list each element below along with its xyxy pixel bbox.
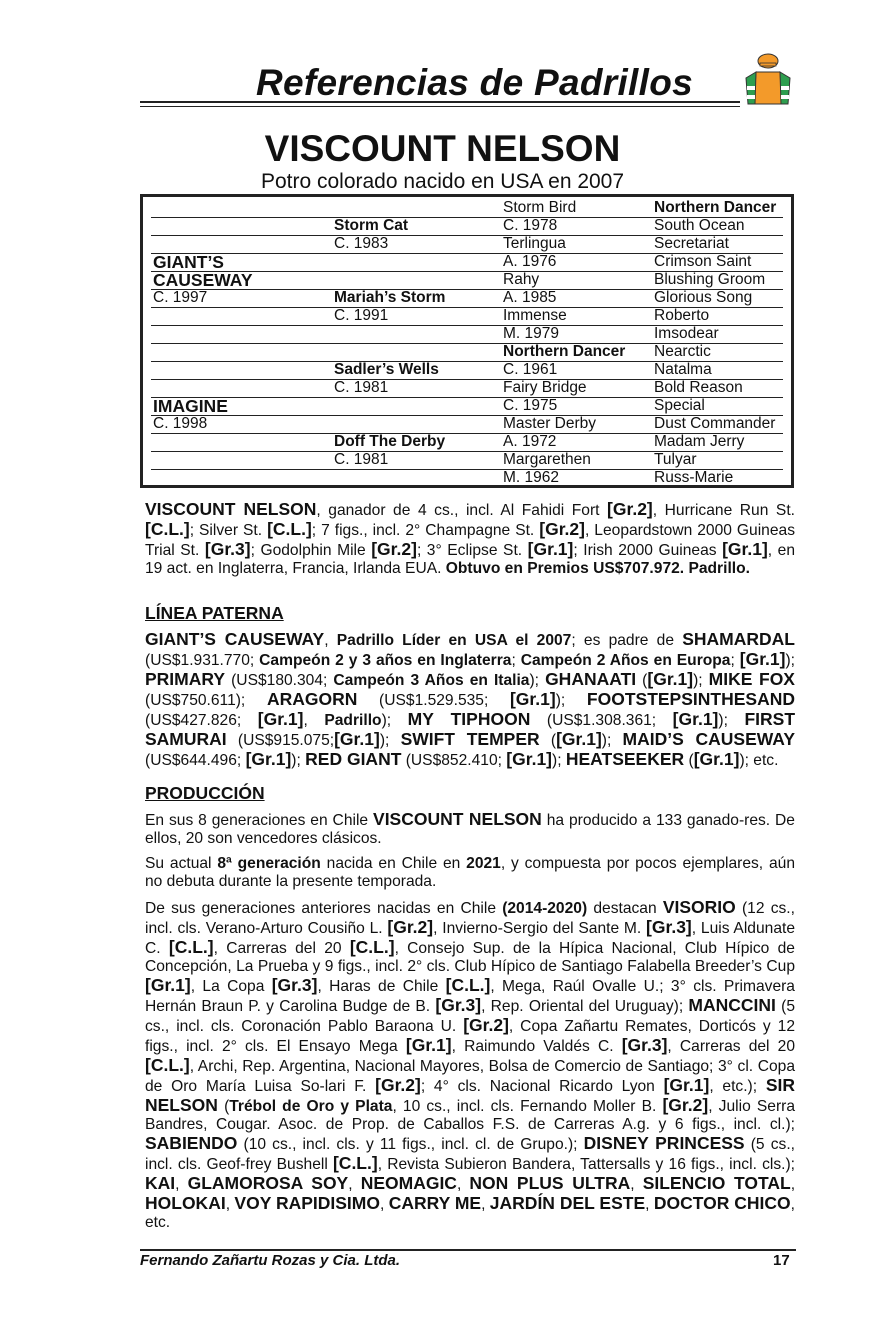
produccion-paragraph-2: Su actual 8ª generación nacida en Chile en 2021, y compuesta por pocos ejemplares, aún no debuta durante la presente temporada. [145,855,795,890]
pedigree-row [151,397,783,416]
pedigree-row [151,271,783,290]
pedigree-row [151,199,783,218]
pedigree-row [151,433,783,452]
pedigree-cell: Russ-Marie [654,469,734,486]
pedigree-cell: Special [654,397,705,414]
pedigree-row [151,469,783,488]
pedigree-cell: Master Derby [503,415,597,432]
pedigree-cell: C. 1997 [153,289,208,306]
pedigree-cell: Glorious Song [654,289,753,306]
pedigree-row [151,451,783,470]
pedigree-cell: Imsodear [654,325,719,342]
pedigree-cell: A. 1985 [503,289,557,306]
pedigree-cell: Madam Jerry [654,433,745,450]
pedigree-cell: C. 1991 [334,307,389,324]
pedigree-cell: Nearctic [654,343,711,360]
pedigree-cell: Storm Bird [503,199,577,216]
pedigree-row [151,289,783,308]
produccion-paragraph-3: De sus generaciones anteriores nacidas en Chile (2014-2020) destacan VISORIO (12 cs., incl. cls. Verano-Arturo Cousiño L. [Gr.2], Invierno-Sergio del Sante M. [Gr.3], Luis Aldunate C. [C.L.], Carreras del 20 [C.L.], Consejo Sup. de la Hípica Nacional, Club Hípico de Concepción, La Prueba y 9 figs., incl. 2° cls. Club Hípico de Santiago Falabella Breeder’s Cup [Gr.1], La Copa [Gr.3], Haras de Chile [C.L.], Mega, Raúl Ovalle U.; 3° cls. Primavera Hernán Braun P. y Carolina Budge de B. [Gr.3], Rep. Oriental del Uruguay); MANCCINI (5 cs., incl. cls. Coronación Pablo Baraona U. [Gr.2], Copa Zañartu Remates, Dorticós y 12 figs., incl. 2° cls. El Ensayo Mega [Gr.1], Raimundo Valdés C. [Gr.3], Carreras del 20 [C.L.], Archi, Rep. Argentina, Nacional Mayores, Bolsa de Comercio de Santiago; 3° cl. Copa de Oro María Luisa So-lari F. [Gr.2]; 4° cls. Nacional Ricardo Lyon [Gr.1], etc.); SIR NELSON (Trébol de Oro y Plata, 10 cs., incl. cls. Fernando Moller B. [Gr.2], Julio Serra Bandres, Cougar. Asoc. de Prop. de Caballos F.S. de Carreras A.g. y 6 figs., incl. cl.); SABIENDO (10 cs., incl. cls. y 11 figs., incl. cl. de Grupo.); DISNEY PRINCESS (5 cs., incl. cls. Geof-frey Bushell [C.L.], Revista Subieron Bandera, Tattersalls y 16 figs., incl. cls.); KAI, GLAMOROSA SOY, NEOMAGIC, NON PLUS ULTRA, SILENCIO TOTAL, HOLOKAI, VOY RAPIDISIMO, CARRY ME, JARDÍN DEL ESTE, DOCTOR CHICO, etc. [145,897,796,1231]
footer-company: Fernando Zañartu Rozas y Cia. Ltda. [140,1252,401,1269]
pedigree-cell: Mariah’s Storm [334,289,446,306]
pedigree-cell: Storm Cat [334,217,409,234]
pedigree-cell: Crimson Saint [654,253,752,270]
section-heading-linea-paterna: LÍNEA PATERNA [145,603,284,623]
pedigree-cell: A. 1976 [503,253,557,270]
pedigree-cell: C. 1961 [503,361,558,378]
pedigree-cell: Northern Dancer [654,199,777,216]
pedigree-cell: Blushing Groom [654,271,766,288]
pedigree-table [140,194,794,488]
pedigree-cell: Sadler’s Wells [334,361,439,378]
pedigree-cell: Immense [503,307,567,324]
pedigree-row [151,343,783,362]
pedigree-cell: A. 1972 [503,433,557,450]
pedigree-cell: C. 1981 [334,379,389,396]
pedigree-cell: C. 1998 [153,415,208,432]
pedigree-cell: Doff The Derby [334,433,446,450]
pedigree-cell: Bold Reason [654,379,743,396]
produccion-paragraph-1: En sus 8 generaciones en Chile VISCOUNT NELSON ha producido a 133 ganado-res. De ellos, 20 son vencedores clásicos. [145,809,795,847]
pedigree-cell: C. 1981 [334,451,389,468]
intro-paragraph: VISCOUNT NELSON, ganador de 4 cs., incl. Al Fahidi Fort [Gr.2], Hurricane Run St. [C.L.]; Silver St. [C.L.]; 7 figs., incl. 2° Champagne St. [Gr.2], Leopardstown 2000 Guineas Trial St. [Gr.3]; Godolphin Mile [Gr.2]; 3° Eclipse St. [Gr.1]; Irish 2000 Guineas [Gr.1], en 19 act. en Inglaterra, Francia, Irlanda EUA. Obtuvo en Premios US$707.972. Padrillo. [145,499,796,577]
pedigree-cell: M. 1962 [503,469,560,486]
page-header-title: Referencias de Padrillos [256,62,693,103]
pedigree-cell: Margarethen [503,451,591,468]
pedigree-cell: Rahy [503,271,540,288]
pedigree-row [151,307,783,326]
pedigree-cell: GIANT’S [153,252,224,272]
pedigree-row [151,415,783,434]
pedigree-cell: Fairy Bridge [503,379,587,396]
pedigree-cell: South Ocean [654,217,745,234]
pedigree-row [151,361,783,380]
section-heading-produccion: PRODUCCIÓN [145,783,265,803]
linea-paterna-paragraph: GIANT’S CAUSEWAY, Padrillo Líder en USA el 2007; es padre de SHAMARDAL (US$1.931.770; Campeón 2 y 3 años en Inglaterra; Campeón 2 Años en Europa; [Gr.1]); PRIMARY (US$180.304; Campeón 3 Años en Italia); GHANAATI ([Gr.1]); MIKE FOX (US$750.611); ARAGORN (US$1.529.535; [Gr.1]); FOOTSTEPSINTHESAND (US$427.826; [Gr.1], Padrillo); MY TIPHOON (US$1.308.361; [Gr.1]); FIRST SAMURAI (US$915.075;[Gr.1]); SWIFT TEMPER ([Gr.1]); MAID’S CAUSEWAY (US$644.496; [Gr.1]); RED GIANT (US$852.410; [Gr.1]); HEATSEEKER ([Gr.1]); etc. [145,629,796,769]
pedigree-cell: C. 1983 [334,235,389,252]
pedigree-cell: C. 1978 [503,217,558,234]
pedigree-cell: Tulyar [654,451,697,468]
pedigree-row [151,325,783,344]
header-rule-thin [140,106,740,107]
pedigree-cell: C. 1975 [503,397,558,414]
pedigree-cell: Dust Commander [654,415,776,432]
pedigree-cell: Northern Dancer [503,343,626,360]
page-number: 17 [773,1252,790,1269]
horse-name-title: VISCOUNT NELSON [264,128,621,169]
pedigree-cell: Natalma [654,361,712,378]
pedigree-cell: Roberto [654,307,710,324]
pedigree-cell: M. 1979 [503,325,560,342]
footer-rule [140,1249,796,1251]
jockey-silks-icon [742,52,794,112]
header-rule [140,101,740,103]
horse-subtitle: Potro colorado nacido en USA en 2007 [260,170,625,193]
pedigree-row [151,379,783,398]
pedigree-row [151,217,783,236]
pedigree-cell: Terlingua [503,235,566,252]
horse-name-inline: VISCOUNT NELSON [145,499,317,519]
pedigree-cell: IMAGINE [153,396,228,416]
pedigree-cell: Secretariat [654,235,729,252]
pedigree-cell: CAUSEWAY [153,270,253,290]
pedigree-row [151,235,783,254]
